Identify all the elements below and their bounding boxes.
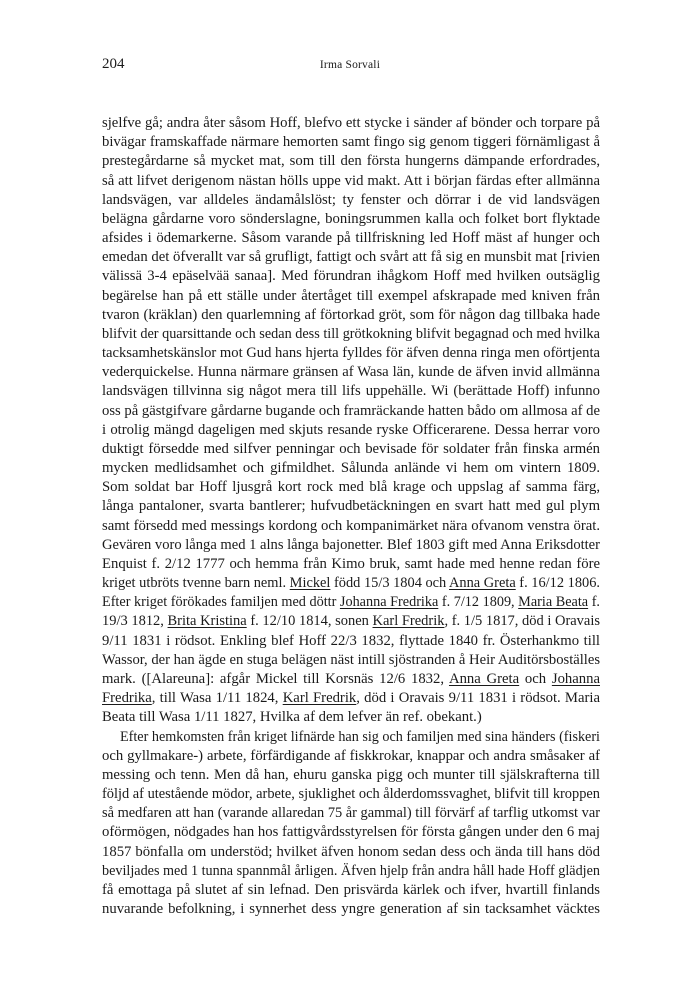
text-line (102, 267, 600, 286)
text-line (102, 421, 600, 440)
underlined-name: Fredrika (102, 690, 152, 707)
text-run: Wassor, der han ägde en stuga belägen näst intill sjöstranden å Heir Auditörsboställes (102, 651, 600, 668)
text-line (102, 152, 600, 171)
underlined-name: Johanna (551, 670, 600, 687)
text-line (102, 708, 600, 727)
text-line (102, 248, 600, 267)
text-run: Som soldat bar Hoff ljusgrå kort rock med blå krage och uppslag af samma färg, (102, 479, 600, 496)
text-line (102, 766, 600, 785)
text-line (102, 344, 600, 363)
text-run: afsides i ödemarkerne. Såsom varande på tillfriskning led Hoff mäst af hunger och (102, 230, 600, 247)
text-run: blifvit der quarsittande och sedan dess till grötkokning blifvit begagnad och med hvilka (102, 325, 600, 342)
text-line (102, 517, 600, 536)
text-run: Efter hemkomsten från kriget lifnärde han sig och familjen med sina händers (fiskeri (120, 728, 600, 745)
running-head: Irma Sorvali (319, 59, 381, 71)
text-line (102, 440, 600, 459)
text-line (102, 593, 600, 612)
text-run: , död i Oravais 9/11 1831 i rödsot. Maria (356, 690, 600, 707)
paragraph (102, 728, 600, 920)
text-run: långa pantaloner, svarta bantlerer; hufvudbetäckningen en svart hatt med gul plym (102, 498, 600, 515)
text-run: Beata till Wasa 1/11 1827, Hvilka af dem lefver än ref. obekant.) (102, 709, 482, 726)
text-run: så medfaren att han (varande allaredan 75 år gammal) till förvärf af tarflig utkomst var (102, 805, 600, 822)
text-line (102, 459, 600, 478)
text-run: så att lifvet derigenom nästan hölls uppe vid makt. Att i början färdas efter allmänna (102, 172, 600, 189)
text-run: begärelse han på ett ställe under återtåget till exempel afskrapade med kniven från (102, 287, 600, 304)
text-run: bivägar framskaffade närmare hemorten samt fingo sig genom tiggeri förnämligast å (102, 134, 600, 151)
text-run: välissä 3-4 epäselvää sanaa]. Med förundran ihågkom Hoff med hvilken outsäglig (102, 268, 600, 285)
text-run: mycken medlidsamhet och gifmildhet. Sålunda anlände vi hem om vintern 1809. (102, 460, 600, 477)
body-text (102, 114, 600, 919)
text-run: Gevären voro långa med 1 alns långa bajonetter. Blef 1803 gift med Anna Eriksdotter (102, 536, 600, 553)
text-line (102, 689, 600, 708)
text-run: beviljades med 1 tunna spannmål årligen. Äfven hjelp från andra håll hade Hoff glädjen (102, 862, 600, 879)
text-run: sjelfve gå; andra åter såsom Hoff, blefvo ett stycke i sänder af bönder och torpare på (102, 115, 600, 131)
underlined-name: Anna Greta (448, 670, 520, 687)
underlined-name: Anna Greta (449, 575, 516, 592)
text-line (102, 612, 600, 631)
text-line (102, 804, 600, 823)
text-line (102, 497, 600, 516)
text-run: emedan det öfverallt var så grufligt, fattigt och svårt att få sig en munsbit mat [rivien (102, 249, 600, 266)
text-run: få emottaga på slutet af sin lefnad. Den prisvärda kärlek och ifver, hvartill finlands (102, 881, 600, 898)
underlined-name: Karl Fredrik (372, 613, 445, 630)
text-run: 1857 bönfalla om understöd; hvilket äfven honom sedan dess och ända till hans död (102, 843, 600, 860)
text-line (102, 823, 600, 842)
text-run: Enquist f. 2/12 1777 och hemma från Kimo bruk, samt hade med henne redan före (102, 555, 600, 572)
text-run: 19/3 1812, (102, 613, 168, 630)
text-run: 9/11 1831 i rödsot. Enkling blef Hoff 22/3 1832, flyttade 1840 fr. Österhankmo till (102, 632, 600, 649)
text-run: f. 7/12 1809, (438, 594, 519, 611)
text-run: landsvägen tillvinna sig något mera till lifs uppehälle. Wi (berättade Hoff) infunno (102, 383, 600, 400)
text-run: oförmögen, nödgades han hos fattigvårdsstyrelsen för första gången under den 6 maj (102, 824, 600, 841)
text-line (102, 536, 600, 555)
text-run: kriget utbröts tvenne barn neml. (102, 575, 290, 592)
text-line (102, 900, 600, 919)
text-run: och gyllmakare-) arbete, förfärdigande af fiskkrokar, knappar och andra småsaker af (102, 747, 600, 764)
text-run: tacksamhetskänslor mot Gud hans hjerta fylldes för äfven denna ringa men oförtjenta (102, 345, 600, 362)
text-line (102, 363, 600, 382)
underlined-name: Maria Beata (518, 594, 589, 611)
text-line (102, 229, 600, 248)
text-run: vederquickelse. Hunna närmare gränsen af Wasa län, kunde de äfven invid allmänna (102, 364, 600, 381)
text-run: messing och tenn. Men då han, ehuru ganska pigg och munter till själskrafterna till (102, 766, 600, 783)
text-run: , till Wasa 1/11 1824, (151, 690, 283, 707)
text-line (102, 862, 600, 881)
text-line (102, 210, 600, 229)
text-run: f. 12/10 1814, sonen (246, 613, 373, 630)
text-line (102, 172, 600, 191)
text-run: f. (588, 594, 600, 611)
text-run: och (519, 670, 552, 687)
underlined-name: Karl Fredrik (282, 690, 357, 707)
text-line (102, 306, 600, 325)
text-line (102, 191, 600, 210)
text-run: landsvägen, var alldeles ändamålslöst; ty fenster och dörrar i de vid landsvägen (102, 191, 600, 208)
underlined-name: Brita Kristina (167, 613, 247, 630)
text-line (102, 114, 600, 133)
text-line (102, 574, 600, 593)
text-line (102, 843, 600, 862)
text-line (102, 670, 600, 689)
text-run: i otrolig mängd dageligen med skjuts resande ryske Officerarene. Dessa herrar voro (102, 421, 600, 438)
text-run: tvaron (kräklan) den quarlemning af förtorkad gröt, som för någon dag tillbaka hade (102, 306, 600, 323)
underlined-name: Johanna Fredrika (339, 594, 439, 611)
text-run: duktigt försedde med silfver penningar och bevisade för soldater från finska armén (102, 440, 600, 457)
paragraph (102, 114, 600, 728)
text-line (102, 382, 600, 401)
text-run: f. 16/12 1806. (515, 575, 600, 592)
text-line (102, 133, 600, 152)
text-run: född 15/3 1804 och (330, 575, 450, 592)
text-line (102, 402, 600, 421)
text-run: oss på gästgifvare gårdarne bugande och framräckande hatten bådo om allmosa af de (102, 402, 600, 419)
text-line (102, 478, 600, 497)
text-line (102, 881, 600, 900)
text-run: följd af utestående mödor, arbete, sjuklighet och ålderdomssvaghet, blifvit till kroppen (102, 786, 600, 803)
text-run: , f. 1/5 1817, död i Oravais (444, 613, 600, 630)
text-run: samt försedd med messings kordong och kompanimärket nära ofvanom venstra örat. (102, 517, 600, 534)
text-line (102, 325, 600, 344)
text-run: Efter kriget förökades familjen med döttr (102, 594, 340, 611)
text-run: nuvarande befolkning, i synnerhet dess yngre generation af sin tacksamhet väcktes (102, 901, 600, 918)
text-line (102, 632, 600, 651)
text-line (102, 287, 600, 306)
text-run: belägna gårdarne voro sönderslagne, boningsrummen kalla och folket bort flyktade (102, 210, 600, 227)
text-line (102, 651, 600, 670)
text-run: mark. ([Alareuna]: afgår Mickel till Korsnäs 12/6 1832, (102, 670, 449, 687)
text-line (102, 747, 600, 766)
underlined-name: Mickel (289, 575, 331, 592)
page-number: 204 (102, 56, 125, 72)
text-line (102, 785, 600, 804)
text-line (102, 728, 600, 747)
text-run: prestegårdarne så mycket mat, som till den första hungerns dämpande erfordrades, (102, 153, 600, 170)
text-line (102, 555, 600, 574)
